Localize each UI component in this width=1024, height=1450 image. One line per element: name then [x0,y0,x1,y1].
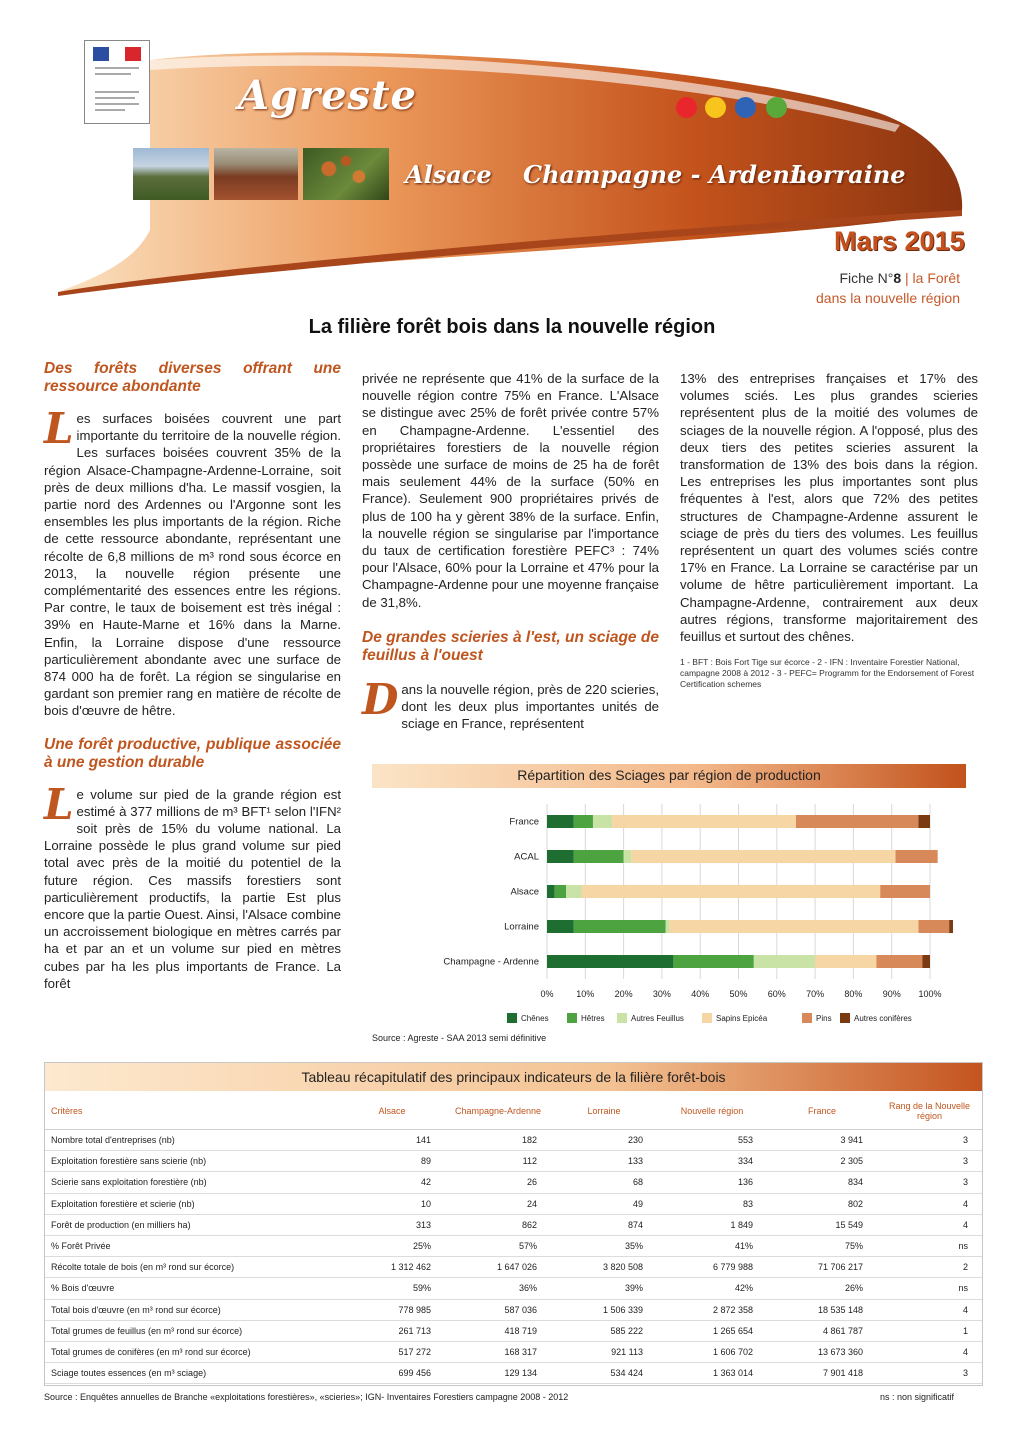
column-2 [362,370,659,732]
brand-logo: Agreste [238,72,417,119]
value-cell: 112 [445,1151,551,1172]
category-label: Lorraine [504,921,539,933]
paragraph: 13% des entreprises françaises et 17% des volumes sciés. Les plus grandes scieries représentent plus de la moitié des volumes de sciages de la nouvelle région. A l'opposé, plus des deux tiers des petites scieries assurent la transformation de 13% des bois dans la région. Les entreprises les plus importantes sont plus fréquentes à l'est, alors que 72% des petites structures de Champagne-Ardenne assurent le sciage de près du tiers des volumes. Les feuillus représentent un quart des volumes sciés contre 17% en France. La Lorraine se caractérise par un volume de hêtre particulièrement important. La Champagne-Ardenne, contrairement aux deux autres régions, transforme majoritairement des feuillus et surtout des chênes. [680,371,978,645]
table-row [45,1130,982,1151]
table-row [45,1299,982,1320]
table-row [45,1214,982,1235]
page-title: La filière forêt bois dans la nouvelle région [308,316,716,338]
category-label: France [509,816,539,828]
value-cell: 6 779 988 [657,1257,767,1278]
value-cell: 42% [657,1278,767,1299]
value-cell: 129 134 [445,1363,551,1384]
region-lorraine: Lorraine [790,160,906,189]
value-cell: 141 [339,1130,445,1151]
value-cell: 71 706 217 [767,1257,877,1278]
value-cell: 42 [339,1172,445,1193]
value-cell: 13 673 360 [767,1341,877,1362]
value-cell: 41% [657,1235,767,1256]
bar-segment [593,815,612,828]
dropcap: L [44,404,74,453]
column-header: Nouvelle région [657,1093,767,1130]
legend-swatch [840,1013,850,1023]
value-cell: 2 305 [767,1151,877,1172]
value-cell: 862 [445,1214,551,1235]
value-cell: 1 312 462 [339,1257,445,1278]
value-cell: 553 [657,1130,767,1151]
value-cell: 3 [877,1130,982,1151]
value-cell: 3 820 508 [551,1257,657,1278]
value-cell: 1 506 339 [551,1299,657,1320]
section-heading: Des forêts diverses offrant une ressource abondante [44,360,341,395]
criterion-cell: Exploitation forestière sans scierie (nb) [45,1151,339,1172]
ns-note: ns : non significatif [880,1392,955,1402]
chart-title: Répartition des Sciages par région de production [517,767,821,783]
value-cell: 133 [551,1151,657,1172]
column-header: France [767,1093,877,1130]
bar-segment [574,815,593,828]
table-row [45,1172,982,1193]
x-tick-label: 70% [806,989,825,999]
x-tick-label: 50% [729,989,748,999]
value-cell: 1 647 026 [445,1257,551,1278]
value-cell: 4 861 787 [767,1320,877,1341]
legend-label: Sapins Epicéa [716,1014,768,1023]
bar-segment [666,920,670,933]
value-cell: 418 719 [445,1320,551,1341]
value-cell: 1 [877,1320,982,1341]
value-cell: 699 456 [339,1363,445,1384]
plant-photo [303,148,389,200]
x-tick-label: 60% [767,989,786,999]
bar-segment [922,955,930,968]
value-cell: 7 901 418 [767,1363,877,1384]
value-cell: 57% [445,1235,551,1256]
issue-date: Mars 2015 [834,226,965,256]
footnotes: 1 - BFT : Bois Fort Tige sur écorce - 2 - IFN : Inventaire Forestier National, campagne 2008 à 2012 - 3 - PEFC= Programm for the Endorsement of Forest Certification schemes [680,657,975,690]
yellow-dot-icon [705,97,726,118]
criterion-cell: Total grumes de feuillus (en m³ rond sur écorce) [45,1320,339,1341]
legend-label: Autres Feuillus [631,1014,684,1023]
x-tick-label: 0% [540,989,554,999]
value-cell: 24 [445,1193,551,1214]
bar-segment [673,955,753,968]
bar-segment [555,885,566,898]
fiche-subject: dans la nouvelle région [816,290,960,306]
vineyard-photo [133,148,209,200]
fiche-label: Fiche N°8 | la Forêt [839,270,960,286]
legend-swatch [507,1013,517,1023]
table-row [45,1151,982,1172]
value-cell: 802 [767,1193,877,1214]
summary-table [44,1062,983,1386]
legend-swatch [802,1013,812,1023]
paragraph: Dans la nouvelle région, près de 220 scieries, dont les deux plus importantes unités de sciage en France, représentent [362,674,659,732]
legend-label: Chênes [521,1014,549,1023]
x-tick-label: 10% [576,989,595,999]
criterion-cell: Total grumes de conifères (en m³ rond sur écorce) [45,1341,339,1362]
table-header-row [45,1093,982,1130]
value-cell: 25% [339,1235,445,1256]
dropcap: L [44,779,74,829]
category-label: Alsace [510,886,539,898]
value-cell: 778 985 [339,1299,445,1320]
sawmill-chart [372,764,966,1046]
table-row [45,1341,982,1362]
x-tick-label: 90% [882,989,901,999]
value-cell: 3 [877,1363,982,1384]
bar-segment [880,885,930,898]
column-3 [680,370,978,690]
bar-segment [574,920,666,933]
category-label: ACAL [514,851,539,863]
column-header: Champagne-Ardenne [445,1093,551,1130]
value-cell: 36% [445,1278,551,1299]
bar-segment [949,920,953,933]
value-cell: 26% [767,1278,877,1299]
table-row [45,1235,982,1256]
legend-swatch [567,1013,577,1023]
column-header: Alsace [339,1093,445,1130]
section-heading: De grandes scieries à l'est, un sciage de feuillus à l'ouest [362,628,659,664]
legend-label: Hêtres [581,1014,605,1023]
table-source: Source : Enquêtes annuelles de Branche «exploitations forestières», «scieries»; IGN- Inventaires Forestiers campagne 2008 - 2012 [44,1392,569,1402]
value-cell: 3 941 [767,1130,877,1151]
bar-segment [796,815,919,828]
indicators-table [45,1093,982,1384]
value-cell: 15 549 [767,1214,877,1235]
bar-segment [754,955,815,968]
value-cell: 585 222 [551,1320,657,1341]
value-cell: 75% [767,1235,877,1256]
region-champagne-ardenne: Champagne - Ardenne [523,160,823,189]
value-cell: 313 [339,1214,445,1235]
criterion-cell: Total bois d'œuvre (en m³ rond sur écorce) [45,1299,339,1320]
value-cell: 10 [339,1193,445,1214]
criterion-cell: Sciage toutes essences (en m³ sciage) [45,1363,339,1384]
value-cell: 3 [877,1172,982,1193]
red-dot-icon [676,97,697,118]
value-cell: 3 [877,1151,982,1172]
bar-segment [670,920,919,933]
paragraph: privée ne représente que 41% de la surface de la nouvelle région contre 75% en France. L'Alsace se distingue avec 25% de forêt privée contre 57% en Champagne-Ardenne. L'essentiel des propriétaires forestiers de la nouvelle région possède une surface de moins de 25 ha de forêt mais seulement 44% de la surface (50% en France). Seulement 900 propriétaires privés de plus de 100 ha y gèrent 38% de la surface. Enfin, la nouvelle région se singularise par l'importance du taux de certification forestière PEFC³ : 74% pour l'Alsace, 60% pour la Lorraine et 47% pour la Champagne-Ardenne pour une moyenne française de 31,8%. [362,371,659,610]
value-cell: 587 036 [445,1299,551,1320]
paragraph: Les surfaces boisées couvrent une part importante du territoire de la nouvelle région. Les surfaces boisées couvrent 35% de la région Alsace-Champagne-Ardenne-Lorraine, soit près de deux millions d'ha. Le massif vosgien, la partie nord des Ardennes ou l'Argonne sont les ensembles les plus importants de la région. Riche de cette ressource abondante, représentant une récolte de 6,8 millions de m³ rond sous écorce en 2013, la nouvelle région présente une complémentarité des essences entre les régions. Par contre, le taux de boisement est très inégal : 39% en Haute-Marne et 16% dans la Marne. Enfin, la Lorraine dispose d'une ressource particulièrement abondante avec une surface de 874 000 ha de forêt. La région se singularise en gardant son premier rang en matière de récolte de bois d'œuvre de hêtre. [44,404,341,719]
bar-segment [547,815,574,828]
value-cell: 168 317 [445,1341,551,1362]
chart-plot [372,788,966,1046]
table-row [45,1363,982,1384]
value-cell: 534 424 [551,1363,657,1384]
ministry-logo [84,40,150,124]
legend-label: Pins [816,1014,832,1023]
bar-segment [547,885,555,898]
category-label: Champagne - Ardenne [443,956,539,968]
value-cell: 261 713 [339,1320,445,1341]
value-cell: 49 [551,1193,657,1214]
bar-segment [624,850,632,863]
criterion-cell: % Forêt Privée [45,1235,339,1256]
dropcap: D [362,674,399,724]
value-cell: 4 [877,1193,982,1214]
x-tick-label: 100% [918,989,942,999]
value-cell: 1 849 [657,1214,767,1235]
bar-segment [547,955,673,968]
bar-segment [876,955,922,968]
criterion-cell: Forêt de production (en milliers ha) [45,1214,339,1235]
x-tick-label: 80% [844,989,863,999]
legend-label: Autres conifères [854,1014,912,1023]
bar-segment [547,850,574,863]
value-cell: 4 [877,1214,982,1235]
value-cell: 68 [551,1172,657,1193]
value-cell: 18 535 148 [767,1299,877,1320]
bar-segment [919,920,950,933]
bar-segment [547,920,574,933]
bar-segment [815,955,876,968]
x-tick-label: 40% [691,989,710,999]
region-alsace: Alsace [405,160,492,189]
value-cell: 136 [657,1172,767,1193]
value-cell: ns [877,1235,982,1256]
green-dot-icon [766,97,787,118]
chart-source: Source : Agreste - SAA 2013 semi définitive [372,1033,547,1043]
section-heading: Une forêt productive, publique associée à une gestion durable [44,735,341,771]
fields-photo [214,148,298,200]
value-cell: 230 [551,1130,657,1151]
column-header: Critères [45,1093,339,1130]
value-cell: 26 [445,1172,551,1193]
bar-segment [896,850,938,863]
table-row [45,1278,982,1299]
paragraph: Le volume sur pied de la grande région est estimé à 377 millions de m³ BFT¹ selon l'IFN² soit près de 15% du volume national. La Lorraine possède le plus grand volume sur pied total avec près de la moitié du potentiel de la future région. Ces massifs forestiers sont particulièrement productifs, la partie Est plus encore que la partie Ouest. Ainsi, l'Alsace combine un accroissement biologique en mètres carrés par ha et par an et un volume sur pied en mètres cubes par ha les plus importants de France. La forêt [44,779,341,991]
value-cell: 83 [657,1193,767,1214]
column-header: Lorraine [551,1093,657,1130]
criterion-cell: Nombre total d'entreprises (nb) [45,1130,339,1151]
value-cell: 4 [877,1341,982,1362]
bar-segment [566,885,581,898]
table-row [45,1320,982,1341]
criterion-cell: % Bois d'œuvre [45,1278,339,1299]
x-tick-label: 20% [614,989,633,999]
value-cell: 517 272 [339,1341,445,1362]
bar-segment [631,850,895,863]
value-cell: 39% [551,1278,657,1299]
value-cell: 874 [551,1214,657,1235]
value-cell: 35% [551,1235,657,1256]
table-title: Tableau récapitulatif des principaux indicateurs de la filière forêt-bois [301,1069,726,1085]
value-cell: 334 [657,1151,767,1172]
value-cell: 1 606 702 [657,1341,767,1362]
bar-segment [581,885,880,898]
value-cell: 89 [339,1151,445,1172]
bar-segment [919,815,930,828]
column-1 [44,360,341,992]
value-cell: 2 872 358 [657,1299,767,1320]
criterion-cell: Exploitation forestière et scierie (nb) [45,1193,339,1214]
value-cell: 921 113 [551,1341,657,1362]
value-cell: 59% [339,1278,445,1299]
value-cell: 1 363 014 [657,1363,767,1384]
value-cell: 1 265 654 [657,1320,767,1341]
column-header: Rang de la Nouvelle région [877,1093,982,1130]
blue-dot-icon [735,97,756,118]
value-cell: 834 [767,1172,877,1193]
value-cell: ns [877,1278,982,1299]
value-cell: 182 [445,1130,551,1151]
legend-swatch [617,1013,627,1023]
value-cell: 2 [877,1257,982,1278]
value-cell: 4 [877,1299,982,1320]
x-tick-label: 30% [652,989,671,999]
table-row [45,1257,982,1278]
table-row [45,1193,982,1214]
criterion-cell: Récolte totale de bois (en m³ rond sur écorce) [45,1257,339,1278]
criterion-cell: Scierie sans exploitation forestière (nb) [45,1172,339,1193]
bar-segment [574,850,624,863]
legend-swatch [702,1013,712,1023]
bar-segment [612,815,796,828]
